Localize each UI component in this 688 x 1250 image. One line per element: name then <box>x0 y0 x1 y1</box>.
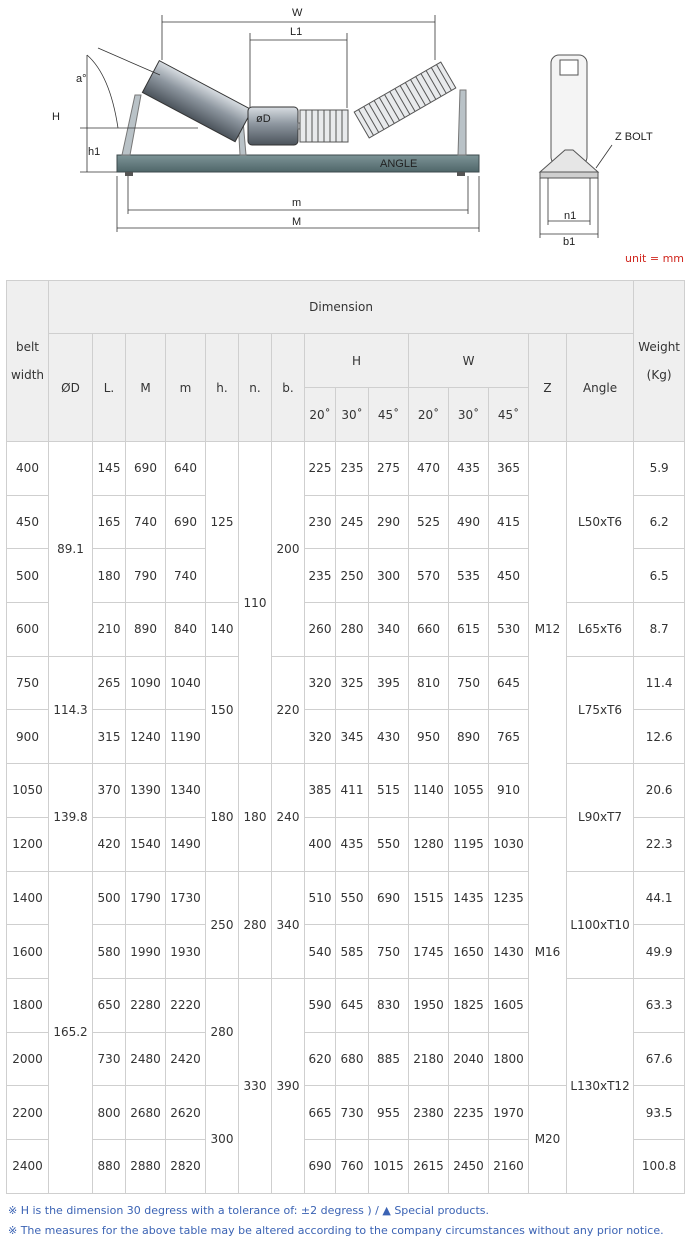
belt-width-cell: 750 <box>7 656 49 710</box>
z-cell: M16 <box>529 817 567 1085</box>
w30-cell: 1825 <box>449 978 489 1032</box>
angle-label: ANGLE <box>380 158 418 170</box>
w30-cell: 1055 <box>449 764 489 818</box>
weight-cell: 49.9 <box>634 925 685 979</box>
m-small-cell: 740 <box>166 549 206 603</box>
w45-cell: 910 <box>489 764 529 818</box>
table-row <box>7 656 685 710</box>
m-large-header: M <box>126 334 166 442</box>
belt-width-cell: 1800 <box>7 978 49 1032</box>
m-small-cell: 840 <box>166 603 206 657</box>
n-cell: 110 <box>239 442 272 764</box>
w45-cell: 2160 <box>489 1139 529 1193</box>
w20-cell: 1515 <box>409 871 449 925</box>
b1-label: b1 <box>563 236 576 248</box>
w45-cell: 530 <box>489 603 529 657</box>
center-spring <box>300 110 348 142</box>
note-tolerance: ※ H is the dimension 30 degress with a tolerance of: ±2 degress ) / ▲ Special products. <box>8 1204 489 1217</box>
m-small-header: m <box>166 334 206 442</box>
h45-cell: 300 <box>369 549 409 603</box>
angle-cell: L100xT10 <box>567 871 634 978</box>
h-cell: 140 <box>206 603 239 657</box>
unit-label: unit = mm <box>625 252 684 265</box>
table-row <box>7 871 685 925</box>
h-cell: 150 <box>206 656 239 763</box>
b-cell: 220 <box>272 656 305 763</box>
h30-cell: 435 <box>336 817 369 871</box>
h45-cell: 430 <box>369 710 409 764</box>
h20-cell: 230 <box>305 495 336 549</box>
belt-width-cell: 450 <box>7 495 49 549</box>
belt-width-cell: 2200 <box>7 1086 49 1140</box>
angle-cell: L50xT6 <box>567 442 634 603</box>
weight-cell: 22.3 <box>634 817 685 871</box>
phid-cell: 89.1 <box>49 442 93 657</box>
m-large-cell: 2480 <box>126 1032 166 1086</box>
b-header: b. <box>272 334 305 442</box>
m-small-cell: 1930 <box>166 925 206 979</box>
w45-cell: 645 <box>489 656 529 710</box>
w30-cell: 615 <box>449 603 489 657</box>
base-angle <box>117 155 479 172</box>
m-small-cell: 690 <box>166 495 206 549</box>
m-small-cell: 2220 <box>166 978 206 1032</box>
h30-cell: 585 <box>336 925 369 979</box>
h30-cell: 645 <box>336 978 369 1032</box>
h20-cell: 510 <box>305 871 336 925</box>
angle-cell: L65xT6 <box>567 603 634 657</box>
right-spring-roller <box>354 62 456 138</box>
weight-cell: 100.8 <box>634 1139 685 1193</box>
h30-cell: 550 <box>336 871 369 925</box>
h45-header: 45˚ <box>369 388 409 442</box>
phid-header: ØD <box>49 334 93 442</box>
l1-label: L1 <box>290 26 303 38</box>
w30-header: 30˚ <box>449 388 489 442</box>
h-cell: 250 <box>206 871 239 978</box>
l-cell: 145 <box>93 442 126 496</box>
l-cell: 265 <box>93 656 126 710</box>
h45-cell: 275 <box>369 442 409 496</box>
angle-cell: L90xT7 <box>567 764 634 871</box>
z-cell: M20 <box>529 1086 567 1193</box>
dimension-header: Dimension <box>49 281 634 334</box>
m-small-label: m <box>292 197 302 209</box>
l-cell: 580 <box>93 925 126 979</box>
h20-cell: 260 <box>305 603 336 657</box>
w30-cell: 2235 <box>449 1086 489 1140</box>
w20-cell: 1950 <box>409 978 449 1032</box>
l-cell: 180 <box>93 549 126 603</box>
m-large-cell: 1990 <box>126 925 166 979</box>
weight-cell: 20.6 <box>634 764 685 818</box>
idler-diagram <box>0 0 688 250</box>
belt-width-cell: 2400 <box>7 1139 49 1193</box>
h-label: H <box>52 111 60 123</box>
w30-cell: 1195 <box>449 817 489 871</box>
belt-width-cell: 500 <box>7 549 49 603</box>
m-small-cell: 2420 <box>166 1032 206 1086</box>
h20-cell: 320 <box>305 656 336 710</box>
m-large-cell: 2680 <box>126 1086 166 1140</box>
h45-cell: 830 <box>369 978 409 1032</box>
weight-cell: 93.5 <box>634 1086 685 1140</box>
belt-width-cell: 400 <box>7 442 49 496</box>
h45-cell: 395 <box>369 656 409 710</box>
h20-cell: 690 <box>305 1139 336 1193</box>
m-large-cell: 1390 <box>126 764 166 818</box>
belt-width-header: belt width <box>7 281 49 442</box>
h-header: h. <box>206 334 239 442</box>
l-cell: 880 <box>93 1139 126 1193</box>
zbolt-label: Z BOLT <box>615 131 653 143</box>
m-small-cell: 2620 <box>166 1086 206 1140</box>
m-large-cell: 690 <box>126 442 166 496</box>
weight-cell: 67.6 <box>634 1032 685 1086</box>
belt-width-cell: 1050 <box>7 764 49 818</box>
angle-cell: L130xT12 <box>567 978 634 1193</box>
h45-cell: 290 <box>369 495 409 549</box>
l-cell: 730 <box>93 1032 126 1086</box>
left-roller <box>142 61 252 142</box>
h45-cell: 515 <box>369 764 409 818</box>
w20-header: 20˚ <box>409 388 449 442</box>
m-small-cell: 1340 <box>166 764 206 818</box>
weight-cell: 12.6 <box>634 710 685 764</box>
phid-cell: 114.3 <box>49 656 93 763</box>
m-large-cell: 1790 <box>126 871 166 925</box>
w20-cell: 1745 <box>409 925 449 979</box>
w30-cell: 435 <box>449 442 489 496</box>
h20-cell: 400 <box>305 817 336 871</box>
h30-cell: 411 <box>336 764 369 818</box>
h30-cell: 250 <box>336 549 369 603</box>
m-large-cell: 1240 <box>126 710 166 764</box>
m-small-cell: 1190 <box>166 710 206 764</box>
m-small-cell: 640 <box>166 442 206 496</box>
h45-cell: 550 <box>369 817 409 871</box>
w30-cell: 1650 <box>449 925 489 979</box>
table-row <box>7 978 685 1032</box>
h20-cell: 540 <box>305 925 336 979</box>
l-cell: 165 <box>93 495 126 549</box>
z-cell: M12 <box>529 442 567 818</box>
belt-width-cell: 900 <box>7 710 49 764</box>
h30-header: 30˚ <box>336 388 369 442</box>
h30-cell: 345 <box>336 710 369 764</box>
h-cell: 180 <box>206 764 239 871</box>
m-large-cell: 790 <box>126 549 166 603</box>
h20-cell: 225 <box>305 442 336 496</box>
h-cell: 125 <box>206 442 239 603</box>
w30-cell: 2450 <box>449 1139 489 1193</box>
h30-cell: 245 <box>336 495 369 549</box>
spec-table <box>6 280 685 1194</box>
w20-cell: 1140 <box>409 764 449 818</box>
w30-cell: 2040 <box>449 1032 489 1086</box>
h30-cell: 680 <box>336 1032 369 1086</box>
h20-cell: 590 <box>305 978 336 1032</box>
m-large-cell: 1090 <box>126 656 166 710</box>
l-cell: 370 <box>93 764 126 818</box>
b-cell: 200 <box>272 442 305 657</box>
weight-cell: 8.7 <box>634 603 685 657</box>
w20-cell: 1280 <box>409 817 449 871</box>
phid-cell: 165.2 <box>49 871 93 1193</box>
w20-cell: 570 <box>409 549 449 603</box>
w30-cell: 750 <box>449 656 489 710</box>
h20-cell: 235 <box>305 549 336 603</box>
w45-cell: 1430 <box>489 925 529 979</box>
h45-cell: 1015 <box>369 1139 409 1193</box>
m-large-label: M <box>292 216 302 228</box>
l-cell: 800 <box>93 1086 126 1140</box>
h30-cell: 730 <box>336 1086 369 1140</box>
w30-cell: 1435 <box>449 871 489 925</box>
weight-cell: 6.5 <box>634 549 685 603</box>
table-row <box>7 442 685 496</box>
w20-cell: 525 <box>409 495 449 549</box>
weight-cell: 11.4 <box>634 656 685 710</box>
side-view <box>540 55 653 248</box>
h-cell: 280 <box>206 978 239 1085</box>
w30-cell: 890 <box>449 710 489 764</box>
n-cell: 330 <box>239 978 272 1193</box>
l-cell: 315 <box>93 710 126 764</box>
b-cell: 240 <box>272 764 305 871</box>
belt-width-cell: 1200 <box>7 817 49 871</box>
l-cell: 500 <box>93 871 126 925</box>
h30-cell: 760 <box>336 1139 369 1193</box>
belt-width-cell: 1600 <box>7 925 49 979</box>
m-large-cell: 890 <box>126 603 166 657</box>
w30-cell: 535 <box>449 549 489 603</box>
h30-cell: 235 <box>336 442 369 496</box>
height-header: H <box>305 334 409 388</box>
m-small-cell: 1040 <box>166 656 206 710</box>
b-cell: 390 <box>272 978 305 1193</box>
w30-cell: 490 <box>449 495 489 549</box>
w45-cell: 415 <box>489 495 529 549</box>
w20-cell: 2380 <box>409 1086 449 1140</box>
m-large-cell: 740 <box>126 495 166 549</box>
belt-width-cell: 1400 <box>7 871 49 925</box>
h-cell: 300 <box>206 1086 239 1193</box>
h20-cell: 320 <box>305 710 336 764</box>
w20-cell: 810 <box>409 656 449 710</box>
h45-cell: 750 <box>369 925 409 979</box>
belt-width-cell: 600 <box>7 603 49 657</box>
w45-cell: 1800 <box>489 1032 529 1086</box>
l-cell: 420 <box>93 817 126 871</box>
weight-cell: 6.2 <box>634 495 685 549</box>
w45-cell: 450 <box>489 549 529 603</box>
h1-label: h1 <box>88 146 101 158</box>
phid-label: øD <box>256 113 271 125</box>
h30-cell: 325 <box>336 656 369 710</box>
h45-cell: 885 <box>369 1032 409 1086</box>
b-cell: 340 <box>272 871 305 978</box>
table-row <box>7 603 685 657</box>
n-header: n. <box>239 334 272 442</box>
w45-header: 45˚ <box>489 388 529 442</box>
l-header: L. <box>93 334 126 442</box>
phid-cell: 139.8 <box>49 764 93 871</box>
weight-cell: 44.1 <box>634 871 685 925</box>
w20-cell: 2615 <box>409 1139 449 1193</box>
m-small-cell: 2820 <box>166 1139 206 1193</box>
m-small-cell: 1730 <box>166 871 206 925</box>
h20-cell: 665 <box>305 1086 336 1140</box>
h20-cell: 620 <box>305 1032 336 1086</box>
m-large-cell: 2280 <box>126 978 166 1032</box>
z-header: Z <box>529 334 567 442</box>
w20-cell: 470 <box>409 442 449 496</box>
angle-header: Angle <box>567 334 634 442</box>
w45-cell: 765 <box>489 710 529 764</box>
m-large-cell: 2880 <box>126 1139 166 1193</box>
weight-header: Weight (Kg) <box>634 281 685 442</box>
n1-label: n1 <box>564 210 577 222</box>
w45-cell: 1030 <box>489 817 529 871</box>
width-header: W <box>409 334 529 388</box>
w45-cell: 1235 <box>489 871 529 925</box>
h30-cell: 280 <box>336 603 369 657</box>
m-large-cell: 1540 <box>126 817 166 871</box>
w20-cell: 950 <box>409 710 449 764</box>
weight-cell: 5.9 <box>634 442 685 496</box>
h45-cell: 340 <box>369 603 409 657</box>
table-row <box>7 764 685 818</box>
n-cell: 280 <box>239 871 272 978</box>
weight-cell: 63.3 <box>634 978 685 1032</box>
w20-cell: 660 <box>409 603 449 657</box>
h20-header: 20˚ <box>305 388 336 442</box>
w-label: W <box>292 7 303 19</box>
w45-cell: 1605 <box>489 978 529 1032</box>
h45-cell: 690 <box>369 871 409 925</box>
w45-cell: 1970 <box>489 1086 529 1140</box>
w45-cell: 365 <box>489 442 529 496</box>
m-small-cell: 1490 <box>166 817 206 871</box>
w20-cell: 2180 <box>409 1032 449 1086</box>
angle-cell: L75xT6 <box>567 656 634 763</box>
h20-cell: 385 <box>305 764 336 818</box>
note-disclaimer: ※ The measures for the above table may be altered according to the company circumstances without any prior notice. <box>8 1224 664 1237</box>
l-cell: 210 <box>93 603 126 657</box>
n-cell: 180 <box>239 764 272 871</box>
belt-width-cell: 2000 <box>7 1032 49 1086</box>
l-cell: 650 <box>93 978 126 1032</box>
h45-cell: 955 <box>369 1086 409 1140</box>
a-label: a° <box>76 73 87 85</box>
